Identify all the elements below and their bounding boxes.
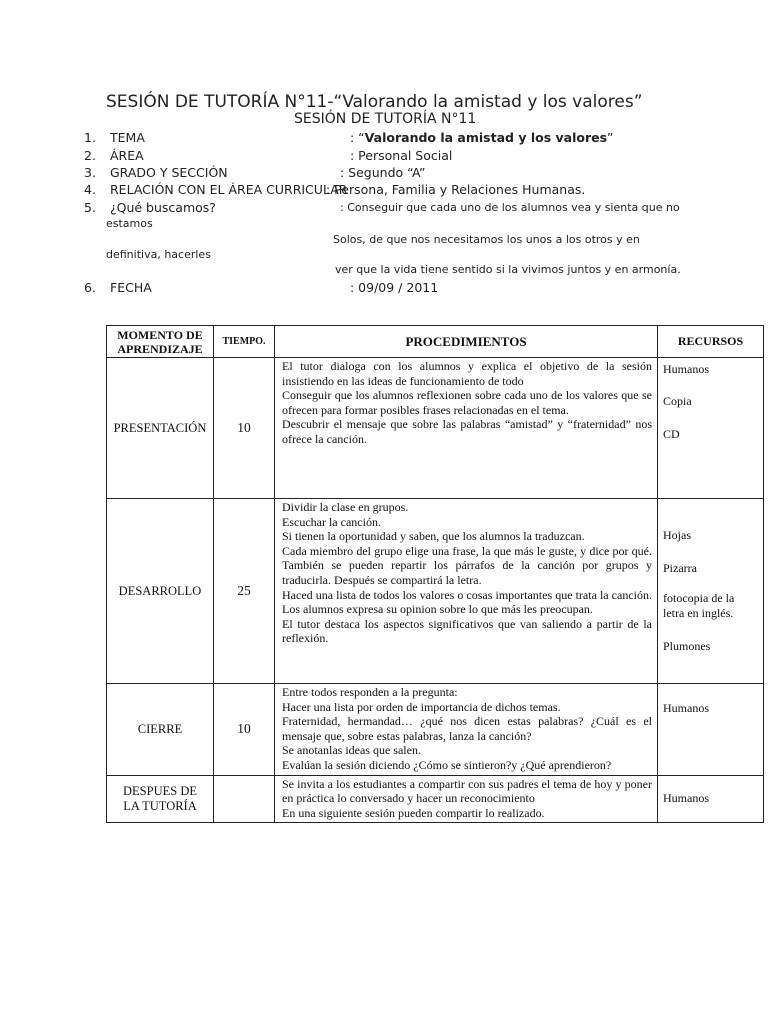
relacion-label: RELACIÓN CON EL ÁREA CURRICULAR xyxy=(110,182,348,197)
fecha-label: FECHA xyxy=(110,280,152,295)
relacion-value: : Persona, Familia y Relaciones Humanas. xyxy=(326,182,586,197)
fecha-value: : 09/09 / 2011 xyxy=(350,280,439,295)
header-tiempo: TIEMPO. xyxy=(214,326,275,358)
moment-cell: CIERRE xyxy=(107,684,214,776)
tema-label: TEMA xyxy=(110,130,145,145)
buscamos-value-line: Solos, de que nos necesitamos los unos a los otros y en xyxy=(333,233,640,246)
session-table xyxy=(106,325,764,823)
procedure-cell xyxy=(275,684,658,776)
procedure-cell xyxy=(275,499,658,684)
list-number: 4. xyxy=(84,182,96,197)
resources-cell xyxy=(658,775,764,823)
grado-label: GRADO Y SECCIÓN xyxy=(110,165,228,180)
procedure-line: Se invita a los estudiantes a compartir con sus padres el tema de hoy y poner en práctica lo conversado y hacer un reconocimiento xyxy=(282,776,652,806)
procedure-line: En una siguiente sesión pueden compartir lo realizado. xyxy=(282,805,545,820)
resource-item: CD xyxy=(663,427,680,441)
procedure-line: Conseguir que los alumnos reflexionen sobre cada uno de los valores que se ofrecen para formar posibles frases relacionadas en el tema. xyxy=(282,388,652,417)
procedure-line: El tutor destaca los aspectos significativos que van saliendo a partir de la reflexión. xyxy=(282,616,652,646)
moment-cell: DESARROLLO xyxy=(107,499,214,684)
header-momento: MOMENTO DE APRENDIZAJE xyxy=(107,326,214,358)
resource-item: Humanos xyxy=(663,701,709,715)
document-subtitle: SESIÓN DE TUTORÍA N°11 xyxy=(294,111,477,127)
resource-item: Copia xyxy=(663,394,692,408)
document-title: SESIÓN DE TUTORÍA N°11-“Valorando la amistad y los valores” xyxy=(106,92,643,112)
procedure-line: Haced una lista de todos los valores o cosas importantes que trata la canción. Los alumnos expresa su opinion sobre lo que más les preocupan. xyxy=(282,587,652,617)
table-row xyxy=(107,358,764,499)
resource-item: Plumones xyxy=(663,639,711,653)
procedure-line: Hacer una lista por orden de importancia de dichos temas. xyxy=(282,699,561,714)
resource-item: Humanos xyxy=(663,791,709,806)
list-number: 1. xyxy=(84,130,96,145)
resource-item: Hojas xyxy=(663,528,691,542)
buscamos-value-line: definitiva, hacerles xyxy=(106,248,211,261)
buscamos-value-line: estamos xyxy=(106,217,153,230)
procedure-cell xyxy=(275,358,658,499)
procedure-line: Descubrir el mensaje que sobre las palabras “amistad” y “fraternidad” nos ofrece la canción. xyxy=(282,417,652,446)
time-cell: 10 xyxy=(214,684,275,776)
list-number: 5. xyxy=(84,200,96,215)
buscamos-label: ¿Qué buscamos? xyxy=(110,200,216,215)
procedure-line: Cada miembro del grupo elige una frase, la que más le guste, y dice por qué. También se pueden repartir los párrafos de la canción por grupos y traducirla. Después se compartirá la letra. xyxy=(282,543,652,587)
procedure-line: Dividir la clase en grupos. xyxy=(282,500,409,514)
tema-value: : “Valorando la amistad y los valores” xyxy=(350,130,614,145)
buscamos-value-line: ver que la vida tiene sentido si la vivimos juntos y en armonía. xyxy=(335,263,681,276)
list-number: 6. xyxy=(84,280,96,295)
procedure-line: Escuchar la canción. xyxy=(282,514,381,529)
table-header-row xyxy=(107,326,764,358)
procedure-line: Fraternidad, hermandad… ¿qué nos dicen estas palabras? ¿Cuál es el mensaje que, sobre estas palabras, lanza la canción? xyxy=(282,714,652,743)
moment-cell: PRESENTACIÓN xyxy=(107,358,214,499)
table-row xyxy=(107,684,764,776)
header-recursos: RECURSOS xyxy=(658,326,764,358)
procedure-line: Evalúan la sesión diciendo ¿Cómo se sintieron?y ¿Qué aprendieron? xyxy=(282,757,612,772)
table-row xyxy=(107,775,764,823)
area-value: : Personal Social xyxy=(350,148,453,163)
procedure-line: Entre todos responden a la pregunta: xyxy=(282,685,458,699)
moment-cell: DESPUES DE LA TUTORÍA xyxy=(107,775,214,823)
time-cell: 10 xyxy=(214,358,275,499)
header-procedimientos: PROCEDIMIENTOS xyxy=(275,326,658,358)
list-number: 2. xyxy=(84,148,96,163)
resource-item: Pizarra xyxy=(663,561,697,575)
resources-cell xyxy=(658,358,764,499)
procedure-cell xyxy=(275,775,658,823)
resources-cell xyxy=(658,499,764,684)
list-number: 3. xyxy=(84,165,96,180)
time-cell xyxy=(214,775,275,823)
table-row xyxy=(107,499,764,684)
procedure-line: El tutor dialoga con los alumnos y explica el objetivo de la sesión insistiendo en las ideas de funcionamiento de todo xyxy=(282,359,652,388)
area-label: ÁREA xyxy=(110,148,144,163)
time-cell: 25 xyxy=(214,499,275,684)
procedure-line: Se anotanlas ideas que salen. xyxy=(282,743,421,758)
resources-cell xyxy=(658,684,764,776)
buscamos-value-line: : Conseguir que cada uno de los alumnos vea y sienta que no xyxy=(340,201,680,214)
resource-item: Humanos xyxy=(663,362,709,376)
grado-value: : Segundo “A” xyxy=(340,165,426,180)
procedure-line: Si tienen la oportunidad y saben, que los alumnos la traduzcan. xyxy=(282,529,585,544)
resource-item: fotocopia de la letra en inglés. xyxy=(663,591,735,620)
